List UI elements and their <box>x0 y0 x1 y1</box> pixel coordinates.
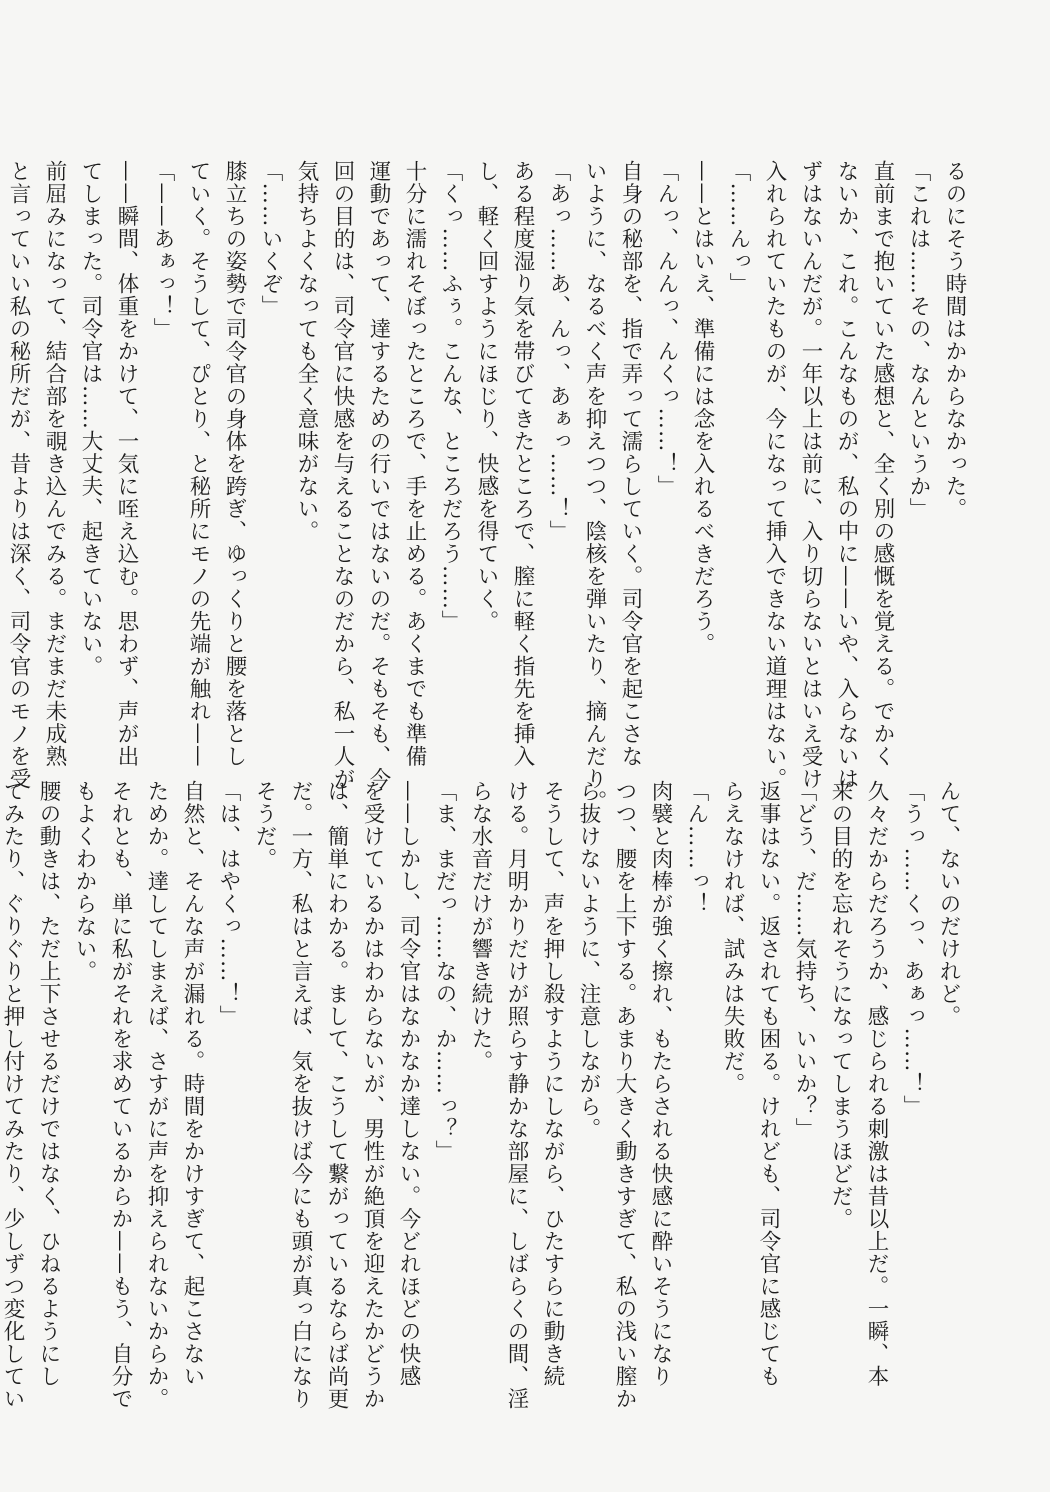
text-line: てしまった。司令官は……大丈夫、起きていない。 <box>78 160 103 678</box>
text-line: それとも、単に私がそれを求めているからか——もう、自分で <box>108 780 133 1410</box>
text-line: ためか。達してしまえば、さすがに声を抑えられないからか。 <box>144 780 169 1410</box>
text-line: そうして、声を押し殺すようにしながら、ひたすらに動き続 <box>540 780 565 1388</box>
text-line: 運動であって、達するための行いではないのだ。そもそも、今 <box>366 160 391 790</box>
text-line: 自然と、そんな声が漏れる。時間をかけすぎて、起こさない <box>180 780 205 1388</box>
text-line: 「あっ……あ、んっ、あぁっ……！」 <box>546 160 571 543</box>
text-line: し、軽く回すようにほじり、快感を得ていく。 <box>474 160 499 633</box>
text-line: ——瞬間、体重をかけて、一気に咥え込む。思わず、声が出 <box>114 160 139 768</box>
text-line: てみたり、ぐりぐりと押し付けてみたり、少しずつ変化してい <box>0 780 25 1410</box>
text-column-top <box>0 160 972 813</box>
text-line: 「は、はやくっ……！」 <box>216 780 241 1028</box>
text-line: 「くっ……ふぅ。こんな、ところだろう……」 <box>438 160 463 633</box>
text-line: 返事はない。返されても困る。けれども、司令官に感じても <box>756 780 781 1388</box>
text-line: もよくわからない。 <box>72 780 97 983</box>
text-line: 直前まで抱いていた感想と、全く別の感慨を覚える。でかく <box>870 160 895 768</box>
text-line: 「……いくぞ」 <box>258 160 283 318</box>
text-line: ら抜けないように、注意しながら。 <box>576 780 601 1140</box>
text-line: 「んっ、んんっ、んくっ……！」 <box>654 160 679 498</box>
text-line: んて、ないのだけれど。 <box>936 780 961 1028</box>
text-line: と言っていい私の秘所だが、昔よりは深く、司令官のモノを受 <box>6 160 31 790</box>
text-line: 「ん……っ！ <box>684 780 709 915</box>
text-line: るのにそう時間はかからなかった。 <box>942 160 967 520</box>
text-line: 「ま、まだっ……なの、か……っ？」 <box>432 780 457 1163</box>
text-line: 「——あぁっ！」 <box>150 160 175 340</box>
text-line: らえなければ、試みは失敗だ。 <box>720 780 745 1095</box>
text-line: 前屈みになって、結合部を覗き込んでみる。まだまだ未成熟 <box>42 160 67 768</box>
text-line: 「これは……その、なんというか」 <box>906 160 931 520</box>
text-line: 腰の動きは、ただ上下させるだけではなく、ひねるようにし <box>36 780 61 1388</box>
text-line: 気持ちよくなっても全く意味がない。 <box>294 160 319 543</box>
text-line: 来の目的を忘れそうになってしまうほどだ。 <box>828 780 853 1230</box>
text-line: いように、なるべく声を抑えつつ、陰核を弾いたり、摘んだり。 <box>582 160 607 813</box>
text-line: 「どう、だ……気持ち、いいか？」 <box>792 780 817 1140</box>
text-line: ける。月明かりだけが照らす静かな部屋に、しばらくの間、淫 <box>504 780 529 1410</box>
text-line: 久々だからだろうか、感じられる刺激は昔以上だ。一瞬、本 <box>864 780 889 1388</box>
text-line: つつ、腰を上下する。あまり大きく動きすぎて、私の浅い膣か <box>612 780 637 1410</box>
text-line: だ。一方、私はと言えば、気を抜けば今にも頭が真っ白になり <box>288 780 313 1410</box>
text-line: 肉襞と肉棒が強く擦れ、もたらされる快感に酔いそうになり <box>648 780 673 1388</box>
text-line: そうだ。 <box>252 780 277 870</box>
text-line: は、簡単にわかる。まして、こうして繋がっているならば尚更 <box>324 780 349 1410</box>
text-line: ずはないんだが。一年以上は前に、入り切らないとはいえ受け <box>798 160 823 790</box>
text-line: 膝立ちの姿勢で司令官の身体を跨ぎ、ゆっくりと腰を落とし <box>222 160 247 768</box>
text-line: 「……んっ」 <box>726 160 751 295</box>
text-line: 十分に濡れそぼったところで、手を止める。あくまでも準備 <box>402 160 427 768</box>
text-line: 「うっ……くっ、あぁっ……！」 <box>900 780 925 1118</box>
text-line: ——とはいえ、準備には念を入れるべきだろう。 <box>690 160 715 655</box>
text-line: ないか、これ。こんなものが、私の中に——いや、入らないは <box>834 160 859 790</box>
text-line: 入れられていたものが、今になって挿入できない道理はない。 <box>762 160 787 790</box>
text-line: らな水音だけが響き続けた。 <box>468 780 493 1073</box>
text-line: ある程度湿り気を帯びてきたところで、膣に軽く指先を挿入 <box>510 160 535 768</box>
text-line: を受けているかはわからないが、男性が絶頂を迎えたかどうか <box>360 780 385 1410</box>
text-line: 自身の秘部を、指で弄って濡らしていく。司令官を起こさな <box>618 160 643 768</box>
text-line: ていく。そうして、ぴとり、と秘所にモノの先端が触れ—— <box>186 160 211 768</box>
text-column-bottom <box>0 780 966 1410</box>
text-line: 回の目的は、司令官に快感を与えることなのだから、私一人が <box>330 160 355 790</box>
text-line: ——しかし、司令官はなかなか達しない。今どれほどの快感 <box>396 780 421 1388</box>
